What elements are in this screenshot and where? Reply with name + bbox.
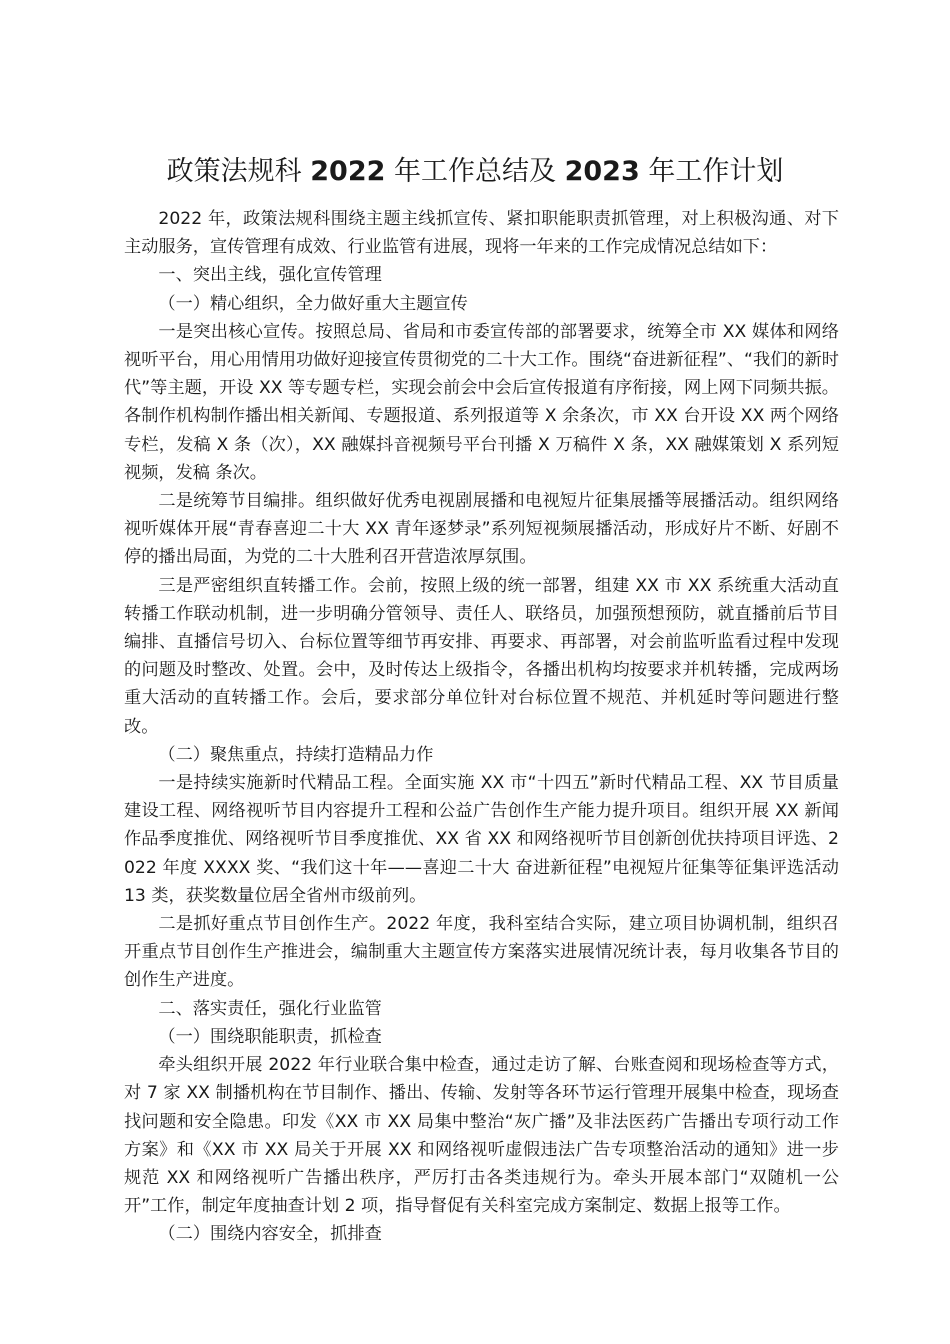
title-year-2022: 2022 — [310, 156, 386, 187]
title-year-2023: 2023 — [564, 156, 640, 187]
document-body — [124, 205, 839, 1249]
title-text-3: 年工作计划 — [639, 156, 784, 187]
body-paragraph: 一是持续实施新时代精品工程。全面实施 XX 市“十四五”新时代精品工程、XX 节目质量建设工程、网络视听节目内容提升工程和公益广告创作生产能力提升项目。组织开展 XX 新闻作品季度推优、网络视听节目季度推优、XX 省 XX 和网络视听节目创新创优扶持项目评选、2022 年度 XXXX 奖、“我们这十年——喜迎二十大 奋进新征程”电视短片征集等征集评选活动 13 类，获奖数量位居全省州市级前列。 — [124, 773, 839, 906]
intro-paragraph: 2022 年，政策法规科围绕主题主线抓宣传、紧扣职能职责抓管理，对上积极沟通、对下主动服务，宣传管理有成效、行业监管有进展，现将一年来的工作完成情况总结如下： — [124, 209, 839, 258]
body-paragraph: 二是统筹节目编排。组织做好优秀电视剧展播和电视短片征集展播等展播活动。组织网络视听媒体开展“青春喜迎二十大 XX 青年逐梦录”系列短视频展播活动，形成好片不断、好剧不停的播出局面，为党的二十大胜利召开营造浓厚氛围。 — [124, 491, 839, 568]
body-paragraph: 三是严密组织直转播工作。会前，按照上级的统一部署，组建 XX 市 XX 系统重大活动直转播工作联动机制，进一步明确分管领导、责任人、联络员，加强预想预防，就直播前后节目编排、直播信号切入、台标位置等细节再安排、再要求、再部署，对会前监听监看过程中发现的问题及时整改、处置。会中，及时传达上级指令，各播出机构均按要求并机转播，完成两场重大活动的直转播工作。会后，要求部分单位针对台标位置不规范、并机延时等问题进行整改。 — [124, 575, 839, 737]
subsection-heading-1-1: （一）精心组织，全力做好重大主题宣传 — [158, 293, 468, 314]
body-paragraph: 一是突出核心宣传。按照总局、省局和市委宣传部的部署要求，统筹全市 XX 媒体和网络视听平台，用心用情用功做好迎接宣传贯彻党的二十大工作。围绕“奋进新征程”、“我们的新时代”等主题，开设 XX 等专题专栏，实现会前会中会后宣传报道有序衔接，网上网下同频共振。各制作机构制作播出相关新闻、专题报道、系列报道等 X 余条次，市 XX 台开设 XX 两个网络专栏，发稿 X 条（次），XX 融媒抖音视频号平台刊播 X 万稿件 X 条，XX 融媒策划 X 系列短视频，发稿 条次。 — [124, 321, 839, 483]
subsection-heading-2-1: （一）围绕职能职责，抓检查 — [158, 1026, 382, 1047]
section-heading-2: 二、落实责任，强化行业监管 — [158, 998, 382, 1019]
body-paragraph: 牵头组织开展 2022 年行业联合集中检查，通过走访了解、台账查阅和现场检查等方式，对 7 家 XX 制播机构在节目制作、播出、传输、发射等各环节运行管理开展集中检查，现场查找问题和安全隐患。印发《XX 市 XX 局集中整治“灰广播”及非法医药广告播出专项行动工作方案》和《XX 市 XX 局关于开展 XX 和网络视听虚假违法广告专项整治活动的通知》进一步规范 XX 和网络视听广告播出秩序，严厉打击各类违规行为。牵头开展本部门“双随机一公开”工作，制定年度抽查计划 2 项，指导督促有关科室完成方案制定、数据上报等工作。 — [124, 1055, 839, 1217]
title-text-2: 年工作总结及 — [385, 156, 565, 187]
document-title — [0, 152, 950, 192]
subsection-heading-1-2: （二）聚焦重点，持续打造精品力作 — [158, 744, 434, 765]
body-paragraph: 二是抓好重点节目创作生产。2022 年度，我科室结合实际，建立项目协调机制，组织召开重点节目创作生产推进会，编制重大主题宣传方案落实进展情况统计表，每月收集各节目的创作生产进度。 — [124, 914, 839, 991]
section-heading-1: 一、突出主线，强化宣传管理 — [158, 265, 382, 286]
title-text-1: 政策法规科 — [166, 156, 311, 187]
subsection-heading-2-2: （二）围绕内容安全，抓排查 — [158, 1224, 382, 1245]
